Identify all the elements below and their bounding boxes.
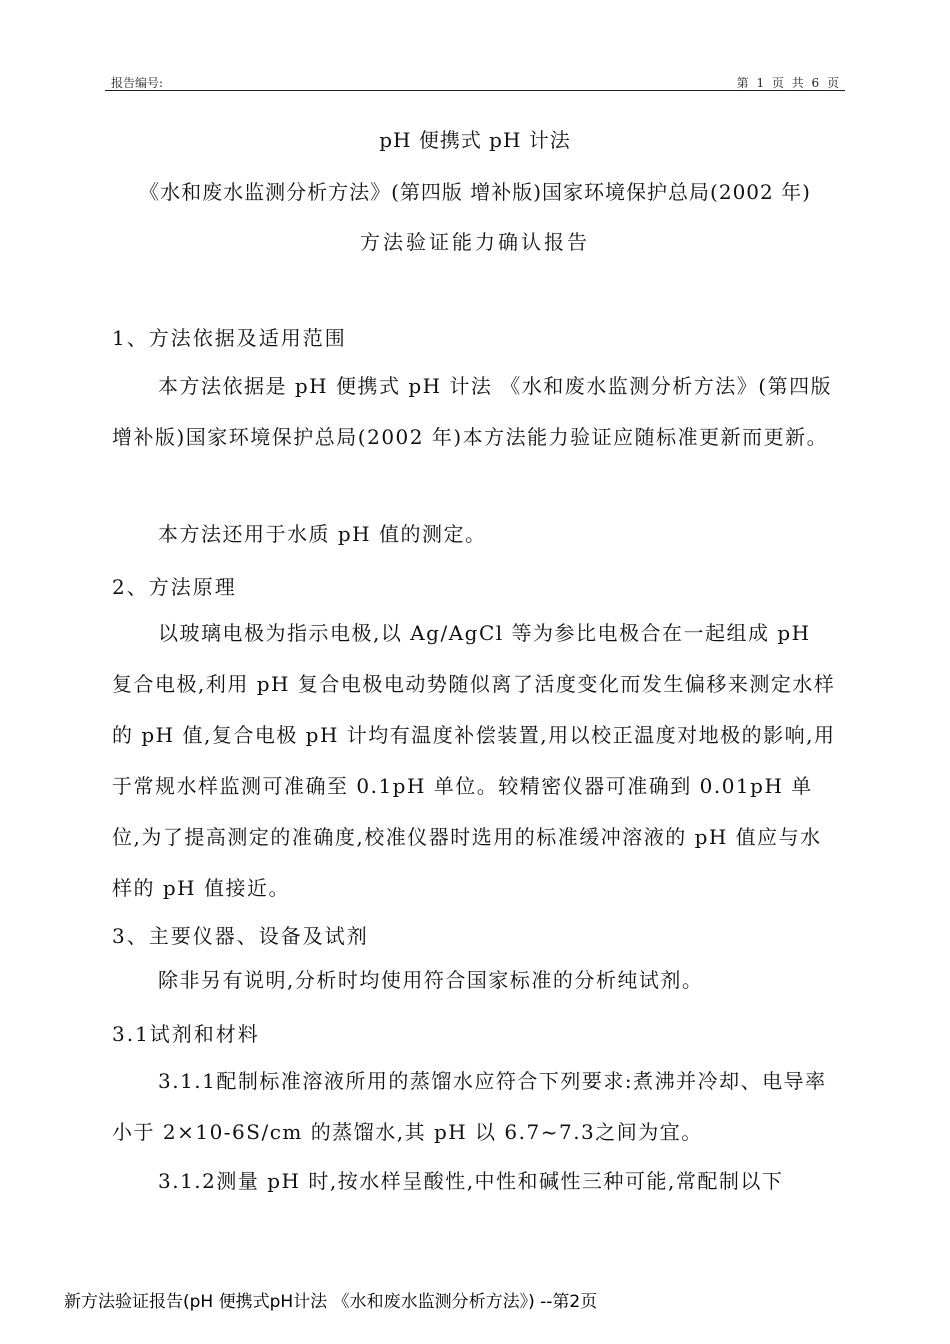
doc-title-line3: 方法验证能力确认报告: [360, 230, 590, 254]
section-1-paragraph-1: 本方法依据是 pH 便携式 pH 计法 《水和废水监测分析方法》(第四版增补版)国家环境保护总局(2002 年)本方法能力验证应随标准更新而更新。: [112, 374, 833, 449]
section-3-paragraph: 除非另有说明,分析时均使用符合国家标准的分析纯试剂。: [158, 968, 704, 992]
section-1-heading: 1、方法依据及适用范围: [112, 326, 347, 350]
report-number-label: 报告编号:: [111, 76, 164, 90]
section-3-1-1-paragraph: 3.1.1配制标准溶液所用的蒸馏水应符合下列要求:煮沸并冷却、电导率小于 2×10-6S/cm 的蒸馏水,其 pH 以 6.7~7.3之间为宜。: [112, 1069, 827, 1144]
section-2-paragraph: 以玻璃电极为指示电极,以 Ag/AgCl 等为参比电极合在一起组成 pH 复合电极,利用 pH 复合电极电动势随似离了活度变化而发生偏移来测定水样的 pH 值,复合电极 pH 计均有温度补偿装置,用以校正温度对地极的影响,用于常规水样监测可准确至 0.1pH 单位。较精密仪器可准确到 0.01pH 单位,为了提高测定的准确度,校准仪器时选用的标准缓冲溶液的 pH 值应与水样的 pH 值接近。: [112, 621, 836, 900]
page-footer: 新方法验证报告(pH 便携式pH计法 《水和废水监测分析方法》) --第2页: [64, 1292, 598, 1312]
section-3-1-2-paragraph: 3.1.2测量 pH 时,按水样呈酸性,中性和碱性三种可能,常配制以下: [158, 1169, 784, 1193]
section-2-heading: 2、方法原理: [112, 575, 237, 599]
section-3-1-heading: 3.1试剂和材料: [112, 1022, 260, 1046]
doc-title-line2: 《水和废水监测分析方法》(第四版 增补版)国家环境保护总局(2002 年): [139, 180, 811, 204]
page-header: [105, 74, 845, 91]
page-info: 第 1 页 共 6 页: [736, 76, 841, 90]
doc-title-line1: pH 便携式 pH 计法: [379, 128, 571, 152]
section-3-heading: 3、主要仪器、设备及试剂: [112, 924, 369, 948]
section-1-paragraph-2: 本方法还用于水质 pH 值的测定。: [158, 522, 487, 546]
